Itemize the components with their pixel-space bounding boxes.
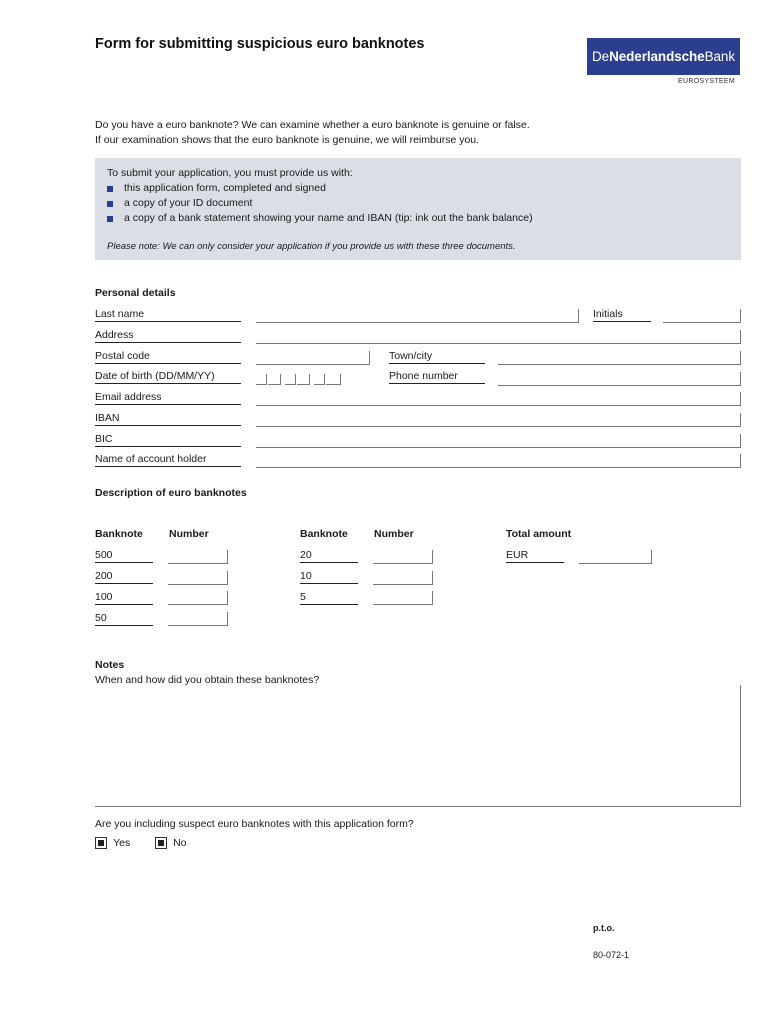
no-checkbox[interactable]	[155, 837, 167, 849]
notes-textarea[interactable]	[95, 685, 741, 807]
requirements-lead: To submit your application, you must provide us with:	[107, 167, 353, 179]
col-total-amount: Total amount	[506, 528, 572, 540]
requirement-text: this application form, completed and signed	[124, 182, 326, 194]
no-option[interactable]	[155, 837, 187, 849]
yes-checkbox[interactable]	[95, 837, 107, 849]
initials-field[interactable]	[663, 309, 741, 323]
intro-line-1: Do you have a euro banknote? We can examine whether a euro banknote is genuine or false.	[95, 119, 530, 131]
requirement-text: a copy of a bank statement showing your name and IBAN (tip: ink out the bank balance)	[124, 212, 533, 224]
denomination-100: 100	[95, 591, 153, 605]
bank-logo	[587, 38, 740, 75]
number-20-field[interactable]	[373, 550, 433, 564]
number-10-field[interactable]	[373, 571, 433, 585]
iban-label: IBAN	[95, 412, 241, 426]
requirement-text: a copy of your ID document	[124, 197, 253, 209]
dob-field-m1[interactable]	[285, 374, 296, 385]
denomination-20: 20	[300, 549, 358, 563]
denomination-500: 500	[95, 549, 153, 563]
account-holder-label: Name of account holder	[95, 453, 241, 467]
col-number-left: Number	[169, 528, 209, 540]
dob-field-d1[interactable]	[256, 374, 267, 385]
town-city-field[interactable]	[498, 351, 741, 365]
logo-text-nederlandsche: Nederlandsche	[609, 49, 705, 64]
initials-label: Initials	[593, 308, 651, 322]
postal-code-field[interactable]	[256, 351, 370, 365]
denomination-200: 200	[95, 570, 153, 584]
total-amount-field[interactable]	[579, 550, 652, 564]
bullet-icon	[107, 186, 113, 192]
yes-option[interactable]	[95, 837, 130, 849]
iban-field[interactable]	[256, 413, 741, 427]
requirement-item	[107, 211, 533, 226]
logo-text-de: De	[592, 49, 610, 64]
bic-field[interactable]	[256, 434, 741, 448]
number-5-field[interactable]	[373, 591, 433, 605]
notes-question: When and how did you obtain these banknotes?	[95, 674, 320, 686]
pto-text: p.t.o.	[593, 923, 615, 933]
dob-field-y2[interactable]	[326, 374, 341, 385]
col-banknote-right: Banknote	[300, 528, 348, 540]
intro-text	[95, 118, 530, 148]
dob-field-d2[interactable]	[268, 374, 281, 385]
intro-line-2: If our examination shows that the euro banknote is genuine, we will reimburse you.	[95, 134, 480, 146]
col-number-right: Number	[374, 528, 414, 540]
last-name-field[interactable]	[256, 309, 579, 323]
denomination-10: 10	[300, 570, 358, 584]
bic-label: BIC	[95, 433, 241, 447]
requirement-item	[107, 196, 533, 211]
requirements-box	[95, 158, 741, 260]
number-200-field[interactable]	[168, 571, 228, 585]
phone-field[interactable]	[498, 372, 741, 386]
postal-code-label: Postal code	[95, 350, 241, 364]
address-field[interactable]	[256, 330, 741, 344]
dob-field-y1[interactable]	[314, 374, 325, 385]
no-label: No	[173, 837, 187, 849]
logo-text-bank: Bank	[704, 49, 735, 64]
yes-label: Yes	[113, 837, 131, 849]
requirement-item	[107, 181, 533, 196]
email-field[interactable]	[256, 392, 741, 406]
number-500-field[interactable]	[168, 550, 228, 564]
phone-label: Phone number	[389, 370, 485, 384]
denomination-50: 50	[95, 612, 153, 626]
form-code: 80-072-1	[593, 950, 630, 960]
bullet-icon	[107, 216, 113, 222]
col-banknote-left: Banknote	[95, 528, 143, 540]
number-100-field[interactable]	[168, 591, 228, 605]
banknotes-title: Description of euro banknotes	[95, 487, 247, 499]
dob-label: Date of birth (DD/MM/YY)	[95, 370, 241, 384]
currency-label: EUR	[506, 549, 564, 563]
requirements-list	[107, 181, 533, 226]
form-title: Form for submitting suspicious euro banknotes	[95, 36, 425, 52]
address-label: Address	[95, 329, 241, 343]
number-50-field[interactable]	[168, 612, 228, 626]
last-name-label: Last name	[95, 308, 241, 322]
dob-field-m2[interactable]	[297, 374, 310, 385]
email-label: Email address	[95, 391, 241, 405]
requirements-note: Please note: We can only consider your application if you provide us with these three documents.	[107, 241, 516, 252]
notes-title: Notes	[95, 659, 125, 671]
suspect-question: Are you including suspect euro banknotes with this application form?	[95, 818, 414, 830]
account-holder-field[interactable]	[256, 454, 741, 468]
logo-subtitle: EUROSYSTEEM	[678, 78, 735, 85]
bullet-icon	[107, 201, 113, 207]
town-city-label: Town/city	[389, 350, 485, 364]
personal-details-title: Personal details	[95, 287, 176, 299]
denomination-5: 5	[300, 591, 358, 605]
